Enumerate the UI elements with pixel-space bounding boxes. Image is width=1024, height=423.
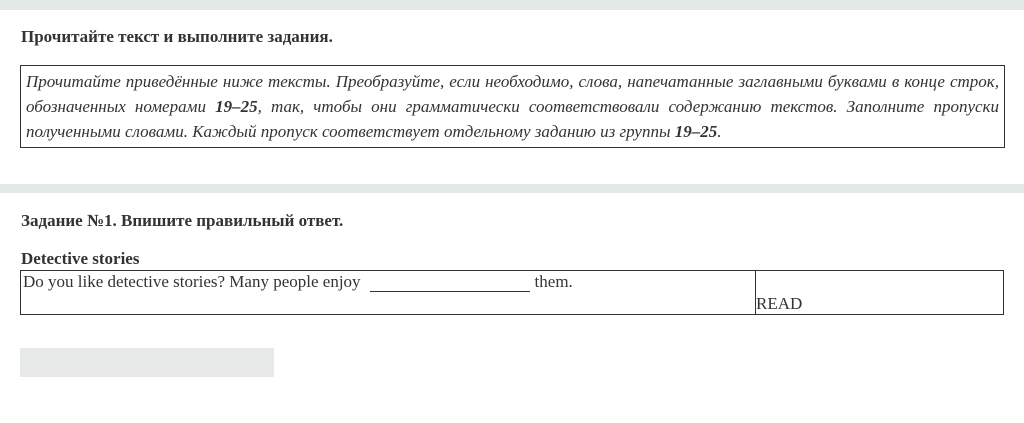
task-intro-title: Прочитайте текст и выполните задания. bbox=[21, 27, 333, 46]
instruction-number-range-1: 19–25 bbox=[215, 97, 258, 116]
answer-input[interactable] bbox=[370, 273, 530, 292]
story-title: Detective stories bbox=[21, 249, 140, 268]
instruction-text-2: , так, чтобы они грамматически соответствовали содержанию текстов. Заполните пропуски полученными словами. Каждый пропуск соответствует отдельному заданию из группы bbox=[26, 97, 999, 141]
instruction-text-3: . bbox=[717, 122, 722, 141]
task-table bbox=[20, 270, 1004, 315]
instruction-box bbox=[20, 65, 1005, 148]
sentence-before-blank: Do you like detective stories? Many people enjoy bbox=[23, 272, 361, 291]
task-heading: Задание №1. Впишите правильный ответ. bbox=[21, 211, 344, 230]
top-divider-bar bbox=[0, 0, 1024, 10]
table-row bbox=[21, 271, 1004, 315]
instruction-text-1: Прочитайте приведённые ниже тексты. Преобразуйте, если необходимо, слова, напечатанные заглавными буквами в конце строк, обозначенных номерами bbox=[26, 72, 999, 116]
sentence-cell bbox=[21, 271, 756, 315]
keyword-cell bbox=[756, 271, 1004, 315]
sentence-after-blank: them. bbox=[534, 272, 573, 291]
submit-button-placeholder[interactable] bbox=[20, 348, 274, 377]
keyword-label: READ bbox=[756, 294, 803, 313]
instruction-number-range-2: 19–25 bbox=[674, 122, 718, 141]
section-divider-bar bbox=[0, 184, 1024, 193]
